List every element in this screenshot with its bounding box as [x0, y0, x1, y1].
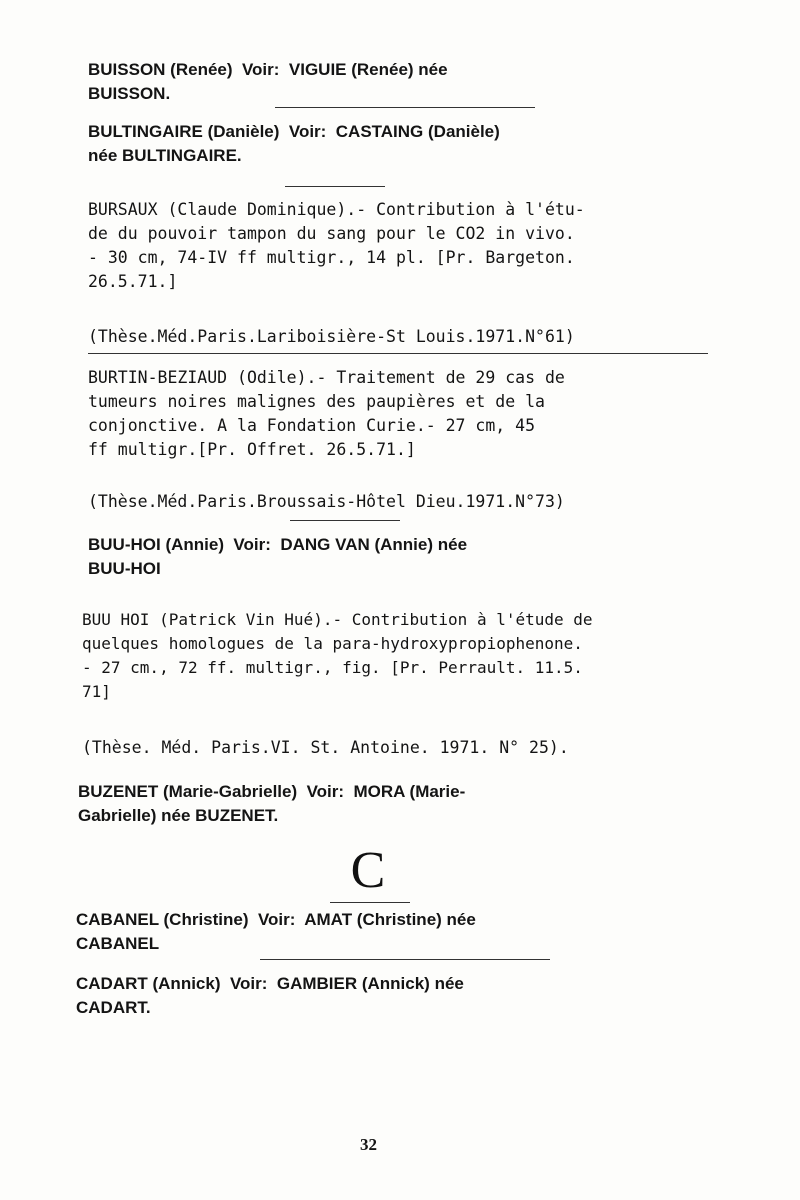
entry-burtin-beziaud: BURTIN-BEZIAUD (Odile).- Traitement de 29 cas de tumeurs noires malignes des paupières et de la conjonctive. A la Fondation Curie.- 27 cm, 45 ff multigr.[Pr. Offret. 26.5.71.]: [88, 368, 565, 459]
section-letter-underline: [330, 902, 410, 903]
separator-rule: [285, 186, 385, 187]
section-letter: C: [350, 842, 386, 899]
source-bursaux: (Thèse.Méd.Paris.Lariboisière-St Louis.1971.N°61): [88, 327, 575, 346]
separator-rule: [275, 107, 535, 108]
entry-buu-hoi-annie: BUU-HOI (Annie) Voir: DANG VAN (Annie) née BUU-HOI: [88, 535, 468, 578]
separator-rule: [88, 353, 708, 354]
entry-cabanel: CABANEL (Christine) Voir: AMAT (Christine) née CABANEL: [76, 910, 476, 953]
separator-rule: [290, 520, 400, 521]
entry-buu-hoi-patrick: BUU HOI (Patrick Vin Hué).- Contribution à l'étude de quelques homologues de la para-hydroxypropiophenone. - 27 cm., 72 ff. multigr., fig. [Pr. Perrault. 11.5. 71]: [82, 610, 593, 701]
page-number: 32: [360, 1135, 377, 1154]
separator-rule: [260, 959, 550, 960]
source-buu-hoi-patrick: (Thèse. Méd. Paris.VI. St. Antoine. 1971. N° 25).: [82, 738, 569, 757]
entry-bursaux: BURSAUX (Claude Dominique).- Contribution à l'étu- de du pouvoir tampon du sang pour le CO2 in vivo. - 30 cm, 74-IV ff multigr., 14 pl. [Pr. Bargeton. 26.5.71.]: [88, 200, 585, 291]
source-burtin-beziaud: (Thèse.Méd.Paris.Broussais-Hôtel Dieu.1971.N°73): [88, 492, 565, 511]
entry-cadart: CADART (Annick) Voir: GAMBIER (Annick) née CADART.: [76, 974, 464, 1017]
entry-bultingaire: BULTINGAIRE (Danièle) Voir: CASTAING (Danièle) née BULTINGAIRE.: [88, 122, 500, 165]
entry-buisson: BUISSON (Renée) Voir: VIGUIE (Renée) née BUISSON.: [88, 60, 448, 103]
entry-buzenet: BUZENET (Marie-Gabrielle) Voir: MORA (Marie- Gabrielle) née BUZENET.: [78, 782, 466, 825]
